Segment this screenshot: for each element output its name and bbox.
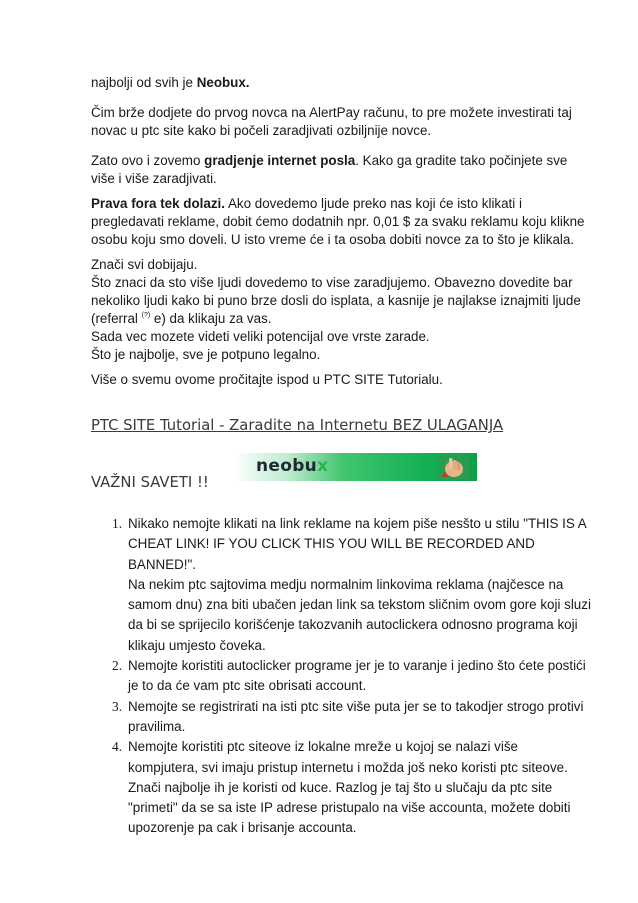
- paragraph-referral-first-line: Znači svi dobijaju.: [91, 257, 198, 272]
- paragraph-potencijal: [91, 328, 591, 364]
- tutorial-heading[interactable]: PTC SITE Tutorial - Zaradite na Internetu BEZ ULAGANJA: [91, 417, 504, 434]
- neobux-logo-text: neobu: [256, 456, 318, 476]
- list-item: [91, 697, 591, 738]
- paragraph-referral: [91, 256, 591, 328]
- list-item-number: 2.: [112, 658, 123, 674]
- paragraph-prava-fora-bold: Prava fora tek dolazi.: [91, 196, 225, 211]
- list-item-text: Nikako nemojte klikati na link reklame na kojem piše nesšto u stilu "THIS IS A CHEAT LINK! IF YOU CLICK THIS YOU WILL BE RECORDED AND BANNED!".: [128, 516, 587, 572]
- list-item-text-continued: Na nekim ptc sajtovima medju normalnim linkovima reklama (najčesce na samom dnu) zna biti ubačen jedan link sa tekstom sličnim ovom gore koji sluzi da bi se sprijecilo korišćenje takozvanih autoclickera odnosno programa koji klikaju umjesto čoveka.: [128, 576, 591, 653]
- paragraph-prava-fora-text: Ako dovedemo ljude preko nas koji će isto klikati i pregledavati reklame, dobit ćemo dodatnih npr. 0,01 $ za svaku reklamu koju klikne osobu koju smo doveli. U isto vreme će i ta osoba dobiti novce za to što je klikala.: [91, 196, 585, 247]
- paragraph-tutorial-ref: Više o svemu ovome pročitajte ispod u PTC SITE Tutorialu.: [91, 372, 443, 387]
- tips-list: [91, 514, 591, 839]
- neobux-logo-x: x: [317, 456, 329, 476]
- list-item-number: 4.: [112, 739, 123, 755]
- list-item-text: Nemojte koristiti autoclicker programe jer je to varanje i jedino što ćete postići je to da će vam ptc site obrisati account.: [128, 658, 586, 694]
- paragraph-internet-posla-text: Zato ovo i zovemo: [91, 153, 205, 168]
- paragraph-internet-posla: [91, 152, 591, 188]
- tips-heading: VAŽNI SAVETI !!: [91, 474, 209, 491]
- list-item-text: Nemojte koristiti ptc siteove iz lokalne mreže u kojoj se nalazi više kompjutera, svi imaju pristup internetu i možda još neko koristi ptc siteove. Znači najbolje ih je koristi od kuce. Razlog je taj što u slučaju da ptc site "primeti" da se sa iste IP adrese pristupalo na više accounta, možete dobiti upozorenje pa cak i brisanje accounta.: [128, 739, 571, 836]
- pointing-hand-icon: [439, 455, 469, 479]
- paragraph-potencijal-line2: Što je najbolje, sve je potpuno legalno.: [91, 347, 321, 362]
- list-item: [91, 656, 591, 697]
- list-item: [91, 514, 591, 656]
- paragraph-referral-body: Što znaci da sto više ljudi dovedemo to vise zaradjujemo. Obavezno dovedite bar nekoliko ljudi kako bi puno brze dosli do isplata, a kasnije je najlakse iznajmiti ljude (referral: [91, 275, 581, 326]
- paragraph-referral-end: e) da klikaju za vas.: [150, 311, 272, 326]
- list-item-number: 1.: [112, 516, 123, 531]
- list-item: [91, 737, 591, 838]
- paragraph-potencijal-line1: Sada vec mozete videti veliki potencijal ove vrste zarade.: [91, 329, 430, 344]
- neobux-logo: [256, 456, 328, 476]
- intro-line-bold: Neobux.: [196, 75, 250, 90]
- intro-line-text: najbolji od svih je: [91, 75, 197, 90]
- paragraph-internet-posla-bold: gradjenje internet posla: [204, 153, 356, 168]
- list-item-text: Nemojte se registrirati na isti ptc site više puta jer se to takodjer strogo protivi pravilima.: [128, 698, 584, 734]
- list-item-number: 3.: [112, 698, 123, 714]
- paragraph-alertpay: Čim brže dodjete do prvog novca na AlertPay računu, to pre možete investirati taj novac u ptc site kako bi počeli zaradjivati ozbiljnije novce.: [91, 105, 572, 138]
- neobux-banner[interactable]: [234, 453, 477, 481]
- paragraph-prava-fora: [91, 195, 591, 249]
- intro-line: [91, 74, 591, 92]
- paragraph-internet-posla-text-end: . Kako ga gradite tako počinjete sve više i više zaradjivati.: [91, 153, 568, 186]
- referral-help-link[interactable]: (?): [141, 312, 151, 319]
